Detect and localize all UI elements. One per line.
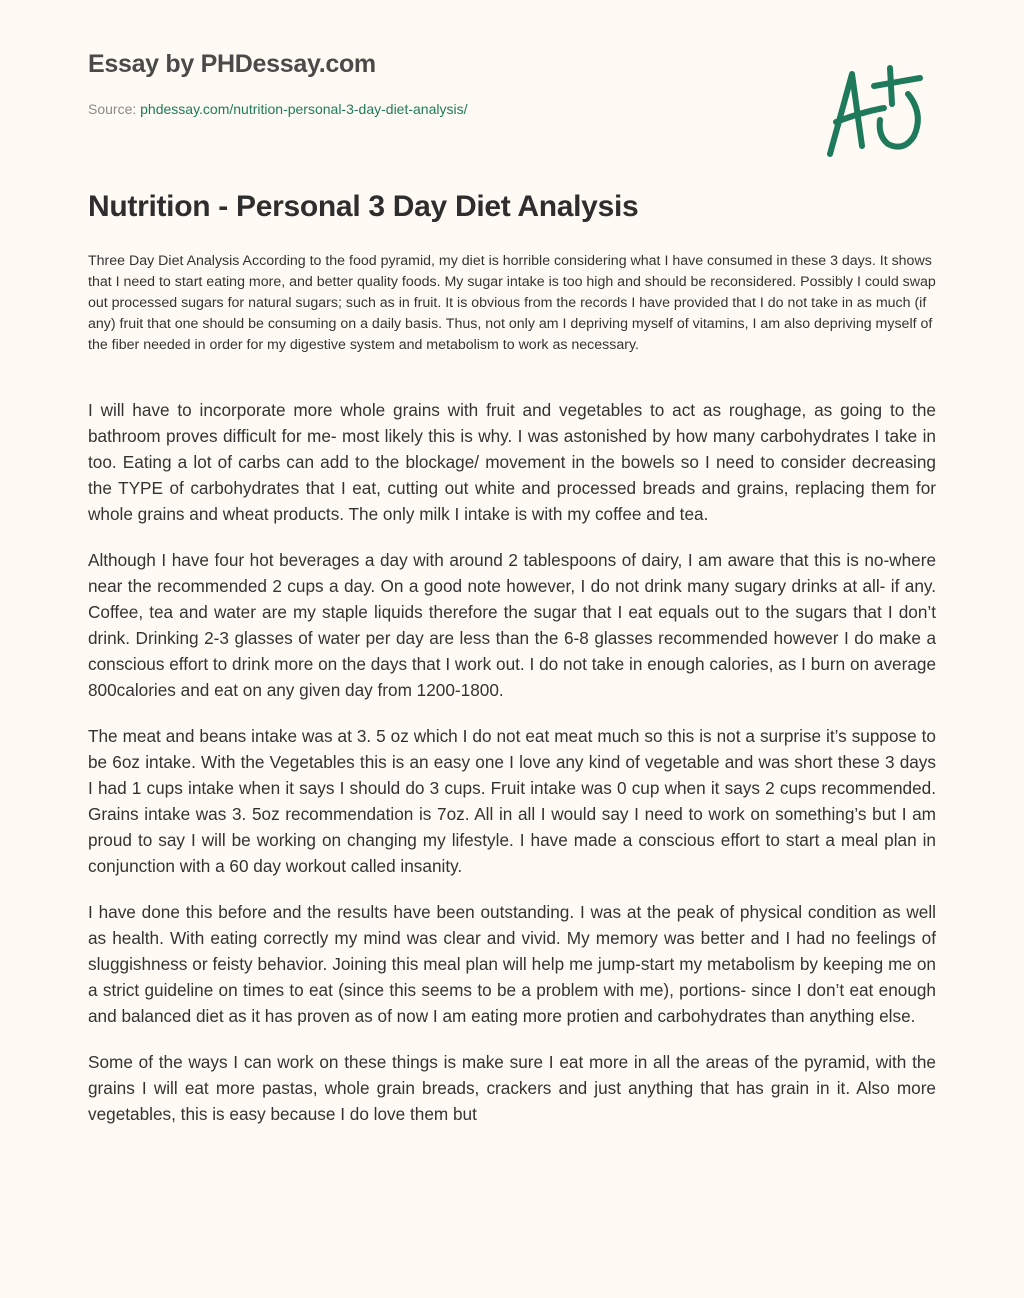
source-label: Source: — [88, 101, 137, 117]
body-paragraph: I have done this before and the results have been outstanding. I was at the peak of physical condition as well as health. With eating correctly my mind was clear and vivid. My memory was better and I had no feelings of sluggishness or feisty behavior. Joining this meal plan will help me jump-start my metabolism by keeping me on a strict guideline on times to eat (since this seems to be a problem with me), portions- since I don’t eat enough and balanced diet as it has proven as of now I am eating more protien and carbohydrates than anything else. — [88, 902, 936, 1026]
site-brand: Essay by PHDessay.com — [88, 50, 376, 78]
intro-paragraph: Three Day Diet Analysis According to the food pyramid, my diet is horrible considering what I have consumed in these 3 days. It shows that I need to start eating more, and better quality foods. My sugar intake is too high and should be reconsidered. Possibly I could swap out processed sugars for natural sugars; such as in fruit. It is obvious from the records I have provided that I do not take in as much (if any) fruit that one should be consuming on a daily basis. Thus, not only am I depriving myself of vitamins, I am also depriving myself of the fiber needed in order for my digestive system and metabolism to work as necessary. — [88, 253, 936, 353]
a-plus-logo-icon — [822, 64, 930, 160]
body-paragraph: I will have to incorporate more whole grains with fruit and vegetables to act as roughage, as going to the bathroom proves difficult for me- most likely this is why. I was astonished by how many carbohydrates I take in too. Eating a lot of carbs can add to the blockage/ movement in the bowels so I need to consider decreasing the TYPE of carbohydrates that I eat, cutting out white and processed breads and grains, replacing them for whole grains and wheat products. The only milk I intake is with my coffee and tea. — [88, 400, 936, 524]
source-line — [88, 101, 467, 117]
source-link[interactable]: phdessay.com/nutrition-personal-3-day-diet-analysis/ — [140, 101, 468, 117]
body-paragraph: The meat and beans intake was at 3. 5 oz which I do not eat meat much so this is not a surprise it’s suppose to be 6oz intake. With the Vegetables this is an easy one I love any kind of vegetable and was short these 3 days I had 1 cups intake when it says I should do 3 cups. Fruit intake was 0 cup when it says 2 cups recommended. Grains intake was 3. 5oz recommendation is 7oz. All in all I would say I need to work on something’s but I am proud to say I will be working on changing my lifestyle. I have made a conscious effort to start a meal plan in conjunction with a 60 day workout called insanity. — [88, 726, 936, 876]
body-paragraph: Some of the ways I can work on these things is make sure I eat more in all the areas of the pyramid, with the grains I will eat more pastas, whole grain breads, crackers and just anything that has grain in it. Also more vegetables, this is easy because I do love them but — [88, 1052, 936, 1124]
body-paragraph: Although I have four hot beverages a day with around 2 tablespoons of dairy, I am aware that this is no-where near the recommended 2 cups a day. On a good note however, I do not drink many sugary drinks at all- if any. Coffee, tea and water are my staple liquids therefore the sugar that I eat equals out to the sugars that I don’t drink. Drinking 2-3 glasses of water per day are less than the 6-8 glasses recommended however I do make a conscious effort to drink more on the days that I work out. I do not take in enough calories, as I burn on average 800calories and eat on any given day from 1200-1800. — [88, 550, 936, 700]
page-title: Nutrition - Personal 3 Day Diet Analysis — [88, 190, 639, 223]
essay-body — [88, 397, 936, 1252]
